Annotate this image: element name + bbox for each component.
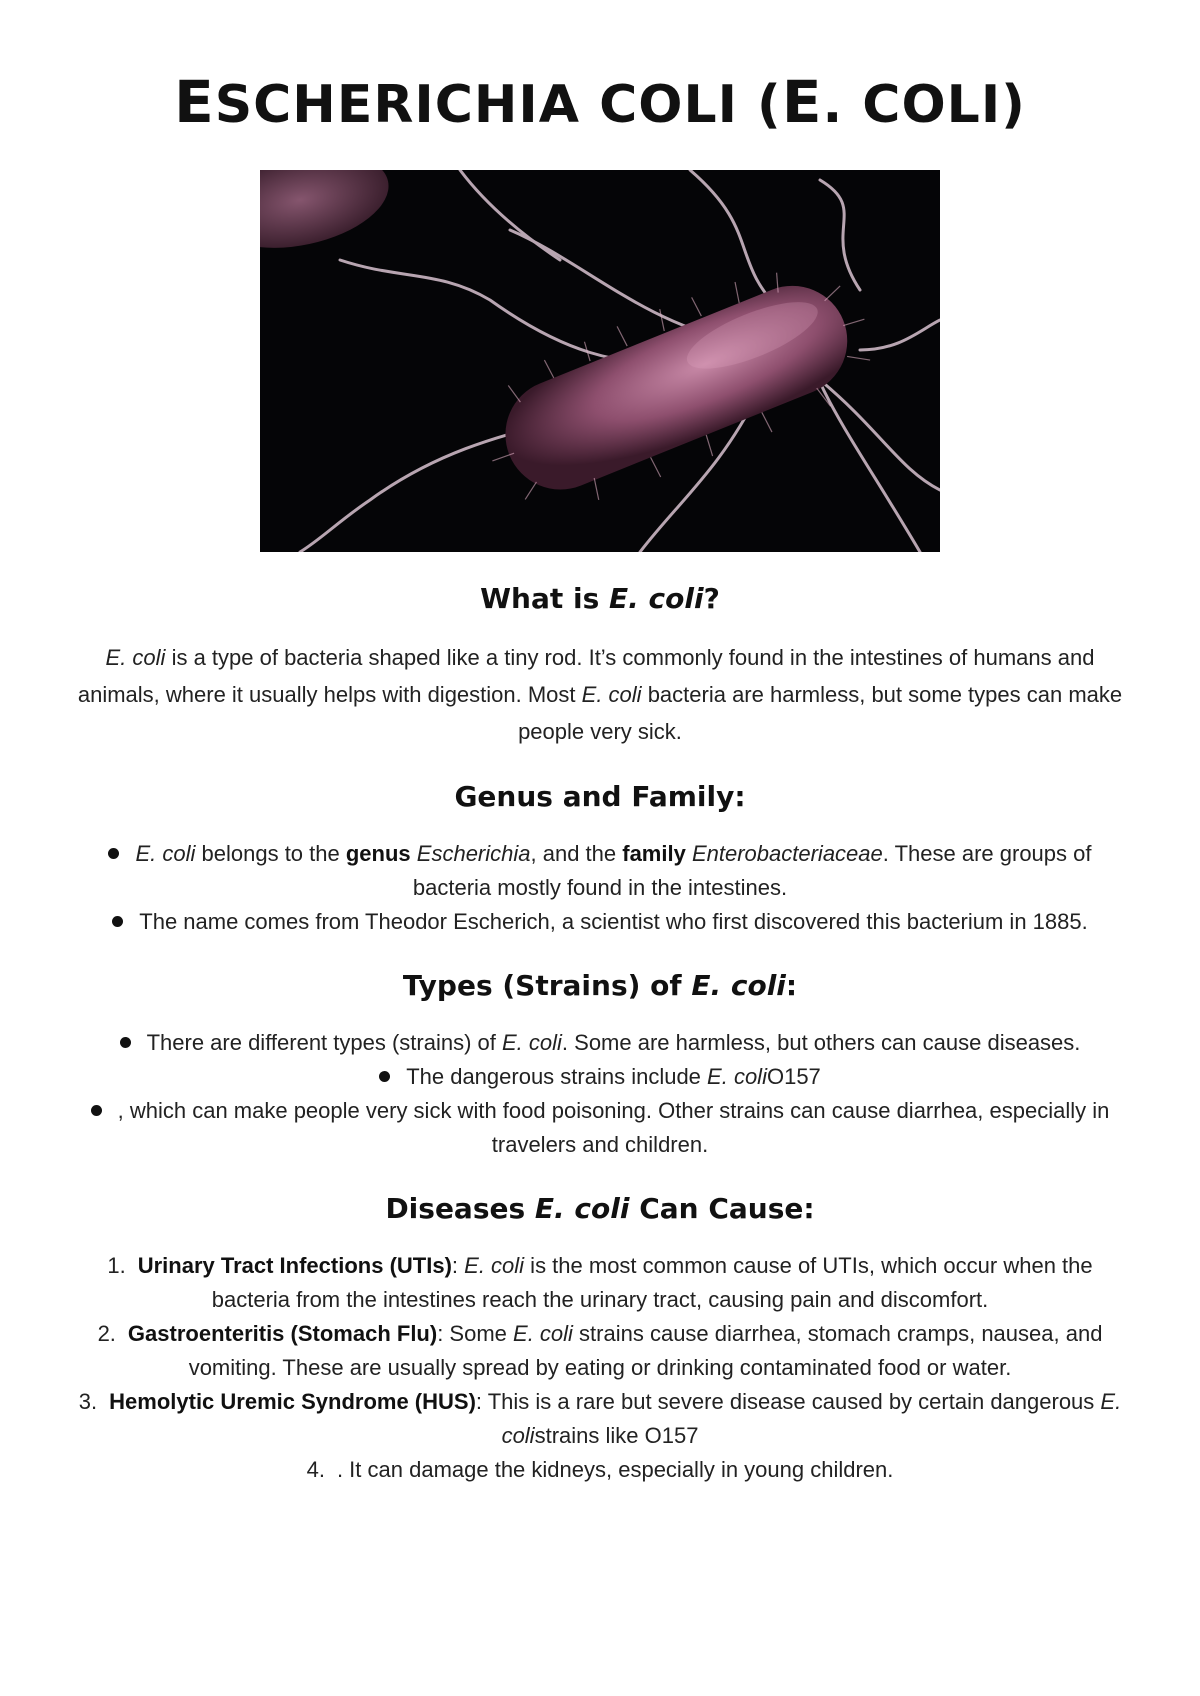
item-italic: Enterobacteriaceae xyxy=(691,841,883,866)
item-text: There are different types (strains) of xyxy=(146,1030,502,1055)
item-italic: E. coli xyxy=(135,841,196,866)
bacterium-illustration-svg xyxy=(260,170,940,552)
item-text: . It can damage the kidneys, especially in young children. xyxy=(336,1457,894,1482)
item-number: 2. xyxy=(97,1321,116,1346)
bacterium-illustration-icon xyxy=(260,170,940,552)
item-text: : Some xyxy=(437,1321,514,1346)
heading-what-suffix: ? xyxy=(703,582,720,615)
heading-types-strains xyxy=(70,969,1130,1002)
title-initial-1: E xyxy=(174,68,215,136)
item-bold: Gastroenteritis (Stomach Flu) xyxy=(127,1321,438,1346)
heading-what-italic: E. coli xyxy=(609,582,704,615)
item-text: O157 xyxy=(766,1064,821,1089)
list-item xyxy=(70,1453,1130,1487)
heading-diseases-italic: E. coli xyxy=(534,1192,630,1225)
bullet-icon xyxy=(112,916,123,927)
item-text: The name comes from Theodor Escherich, a scientist who first discovered this bacterium in 1885. xyxy=(139,909,1088,934)
title-text-1: SCHERICHIA COLI ( xyxy=(214,75,782,135)
genus-list xyxy=(70,837,1130,939)
page-title xyxy=(70,0,1130,136)
item-text: strains cause diarrhea, stomach cramps, nausea, and vomiting. These are usually spread by eating or drinking contaminated food or water. xyxy=(188,1321,1103,1380)
item-text: . These are groups of bacteria mostly found in the intestines. xyxy=(412,841,1092,900)
item-number: 3. xyxy=(78,1389,98,1414)
heading-types-suffix: : xyxy=(785,969,798,1002)
list-item xyxy=(70,1385,1130,1453)
list-item xyxy=(70,1026,1130,1060)
types-list xyxy=(70,1026,1130,1162)
heading-diseases-prefix: Diseases xyxy=(385,1192,535,1225)
list-item xyxy=(70,837,1130,905)
list-item xyxy=(70,1060,1130,1094)
item-bold: genus xyxy=(345,841,411,866)
title-text-2: . COLI) xyxy=(822,75,1026,135)
heading-diseases xyxy=(70,1192,1130,1225)
heading-what-is xyxy=(70,582,1130,615)
item-italic: Escherichia xyxy=(416,841,531,866)
item-italic: E. coli xyxy=(502,1030,562,1055)
title-initial-2: E xyxy=(781,68,823,136)
item-bold: Urinary Tract Infections (UTIs) xyxy=(137,1253,452,1278)
intro-italic-2: E. coli xyxy=(581,682,642,707)
list-item xyxy=(70,1094,1130,1162)
heading-diseases-suffix: Can Cause: xyxy=(629,1192,815,1225)
intro-text-2: bacteria are harmless, but some types can make people very sick. xyxy=(518,682,1123,744)
item-text: . Some are harmless, but others can cause diseases. xyxy=(561,1030,1081,1055)
intro-text-1: is a type of bacteria shaped like a tiny rod. It’s commonly found in the intestines of humans and animals, where it usually helps with digestion. Most xyxy=(77,645,1095,707)
list-item xyxy=(70,1249,1130,1317)
heading-types-prefix: Types (Strains) of xyxy=(402,969,692,1002)
intro-paragraph xyxy=(70,639,1130,750)
intro-italic-1: E. coli xyxy=(105,645,166,670)
bullet-icon xyxy=(379,1071,390,1082)
item-text: : This is a rare but severe disease caused by certain dangerous xyxy=(475,1389,1101,1414)
heading-types-italic: E. coli xyxy=(691,969,786,1002)
item-bold: Hemolytic Uremic Syndrome (HUS) xyxy=(109,1389,476,1414)
item-text: The dangerous strains include xyxy=(406,1064,708,1089)
item-text: strains like O157 xyxy=(534,1423,699,1448)
item-text: , and the xyxy=(530,841,623,866)
item-text: , which can make people very sick with food poisoning. Other strains can cause diarrhea, especially in travelers and children. xyxy=(117,1098,1110,1157)
item-italic: E. coli xyxy=(513,1321,573,1346)
heading-what-prefix: What is xyxy=(480,582,610,615)
diseases-list xyxy=(70,1249,1130,1487)
list-item xyxy=(70,905,1130,939)
bullet-icon xyxy=(108,848,119,859)
list-item xyxy=(70,1317,1130,1385)
heading-genus-family: Genus and Family: xyxy=(454,780,746,813)
item-number: 4. xyxy=(306,1457,325,1482)
item-italic: E. coli xyxy=(464,1253,525,1278)
item-text: : xyxy=(451,1253,465,1278)
item-text: belongs to the xyxy=(195,841,346,866)
item-number: 1. xyxy=(107,1253,126,1278)
bullet-icon xyxy=(91,1105,102,1116)
bullet-icon xyxy=(120,1037,131,1048)
item-text: is the most common cause of UTIs, which occur when the bacteria from the intestines reach the urinary tract, causing pain and discomfort. xyxy=(211,1253,1093,1312)
item-italic: E. coli xyxy=(501,1389,1122,1448)
item-bold: family xyxy=(622,841,686,866)
item-italic: E. coli xyxy=(707,1064,767,1089)
